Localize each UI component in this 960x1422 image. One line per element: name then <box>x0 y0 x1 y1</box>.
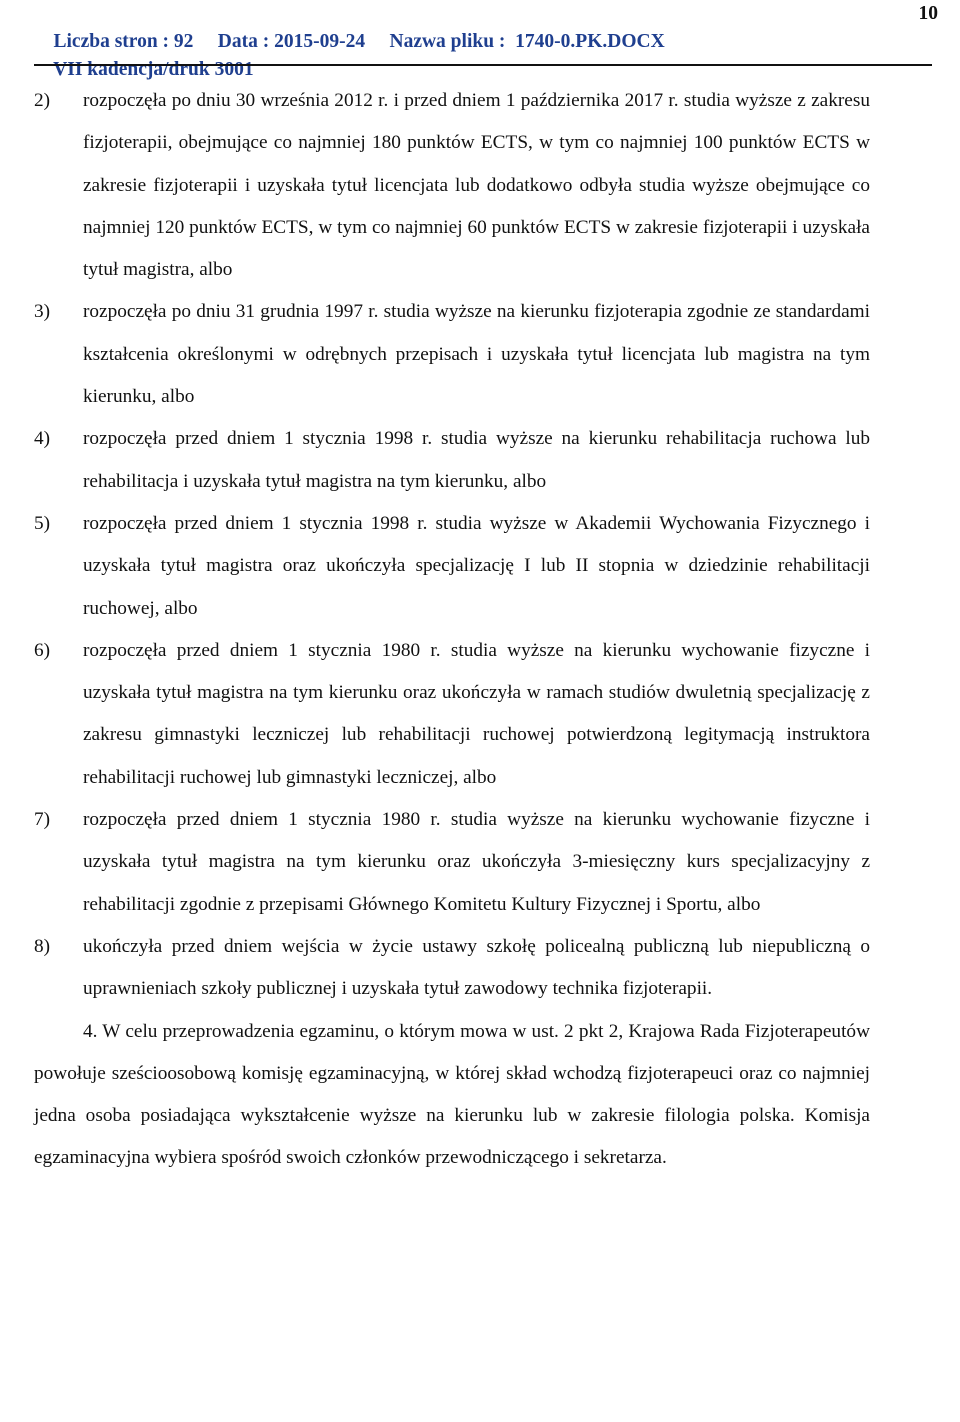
list-item <box>34 926 870 1011</box>
list-item-number: 3) <box>34 301 51 323</box>
header-meta-line: Liczba stron : 92 Data : 2015-09-24 Nazwa pliku : 1740-0.PK.DOCX <box>53 31 665 52</box>
paragraph-4: 4. W celu przeprowadzenia egzaminu, o którym mowa w ust. 2 pkt 2, Krajowa Rada Fizjoterapeutów powołuje sześcioosobową komisję egzaminacyjną, w której skład wchodzą fizjoterapeuci oraz co najmniej jedna osoba posiadająca wykształcenie wyższe na kierunku lub w zakresie filologia polska. Komisja egzaminacyjna wybiera spośród swoich członków przewodniczącego i sekretarza. <box>34 1020 870 1169</box>
list-item <box>34 799 870 926</box>
list-item-text: rozpoczęła przed dniem 1 stycznia 1980 r. studia wyższe na kierunku wychowanie fizyczne i uzyskała tytuł magistra na tym kierunku oraz ukończyła 3-miesięczny kurs specjalizacyjny z rehabilitacji zgodnie z przepisami Głównego Komitetu Kultury Fizycznej i Sportu, albo <box>83 809 870 915</box>
page-number: 10 <box>918 3 938 24</box>
list-item-number: 8) <box>34 935 51 957</box>
list-item-number: 5) <box>34 512 51 534</box>
document-body <box>34 80 870 1180</box>
list-item-number: 4) <box>34 428 51 450</box>
list-item-text: rozpoczęła przed dniem 1 stycznia 1998 r. studia wyższe w Akademii Wychowania Fizycznego i uzyskała tytuł magistra oraz ukończyła specjalizację I lub II stopnia w dziedzinie rehabilitacji ruchowej, albo <box>83 512 870 619</box>
header-divider <box>34 64 932 66</box>
list-item <box>34 291 870 418</box>
list-item-number: 2) <box>34 90 51 111</box>
list-item-text: ukończyła przed dniem wejścia w życie ustawy szkołę policealną publiczną lub niepubliczną o uprawnieniach szkoły publicznej i uzyskała tytuł zawodowy technika fizjoterapii. <box>83 935 870 1000</box>
list-item-text: rozpoczęła przed dniem 1 stycznia 1980 r. studia wyższe na kierunku wychowanie fizyczne i uzyskała tytuł magistra na tym kierunku oraz ukończyła w ramach studiów dwuletnią specjalizację z zakresu gimnastyki leczniczej lub rehabilitacji ruchowej potwierdzoną legitymacją instruktora rehabilitacji ruchowej lub gimnastyki leczniczej, albo <box>83 639 870 788</box>
header-term-line: VII kadencja/druk 3001 <box>53 59 254 80</box>
list-item-text: rozpoczęła przed dniem 1 stycznia 1998 r. studia wyższe na kierunku rehabilitacja ruchowa lub rehabilitacja i uzyskała tytuł magistra na tym kierunku, albo <box>83 428 870 492</box>
list-item-text: rozpoczęła po dniu 30 września 2012 r. i przed dniem 1 października 2017 r. studia wyższe z zakresu fizjoterapii, obejmujące co najmniej 180 punktów ECTS, w tym co najmniej 100 punktów ECTS w zakresie fizjoterapii i uzyskała tytuł licencjata lub dodatkowo odbyła studia wyższe obejmujące co najmniej 120 punktów ECTS, w tym co najmniej 60 punktów ECTS w zakresie fizjoterapii i uzyskała tytuł magistra, albo <box>83 90 870 281</box>
header-term-row <box>34 28 932 80</box>
list-item-number: 7) <box>34 809 51 831</box>
header-meta-row <box>34 0 938 52</box>
list-item <box>34 630 870 799</box>
list-item-text: rozpoczęła po dniu 31 grudnia 1997 r. studia wyższe na kierunku fizjoterapia zgodnie ze standardami kształcenia określonymi w odrębnych przepisach i uzyskała tytuł licencjata lub magistra na tym kierunku, albo <box>83 301 870 408</box>
list-item <box>34 418 870 503</box>
document-header <box>34 0 938 80</box>
list-item-number: 6) <box>34 639 51 661</box>
list-item <box>34 80 870 291</box>
list-item <box>34 503 870 630</box>
